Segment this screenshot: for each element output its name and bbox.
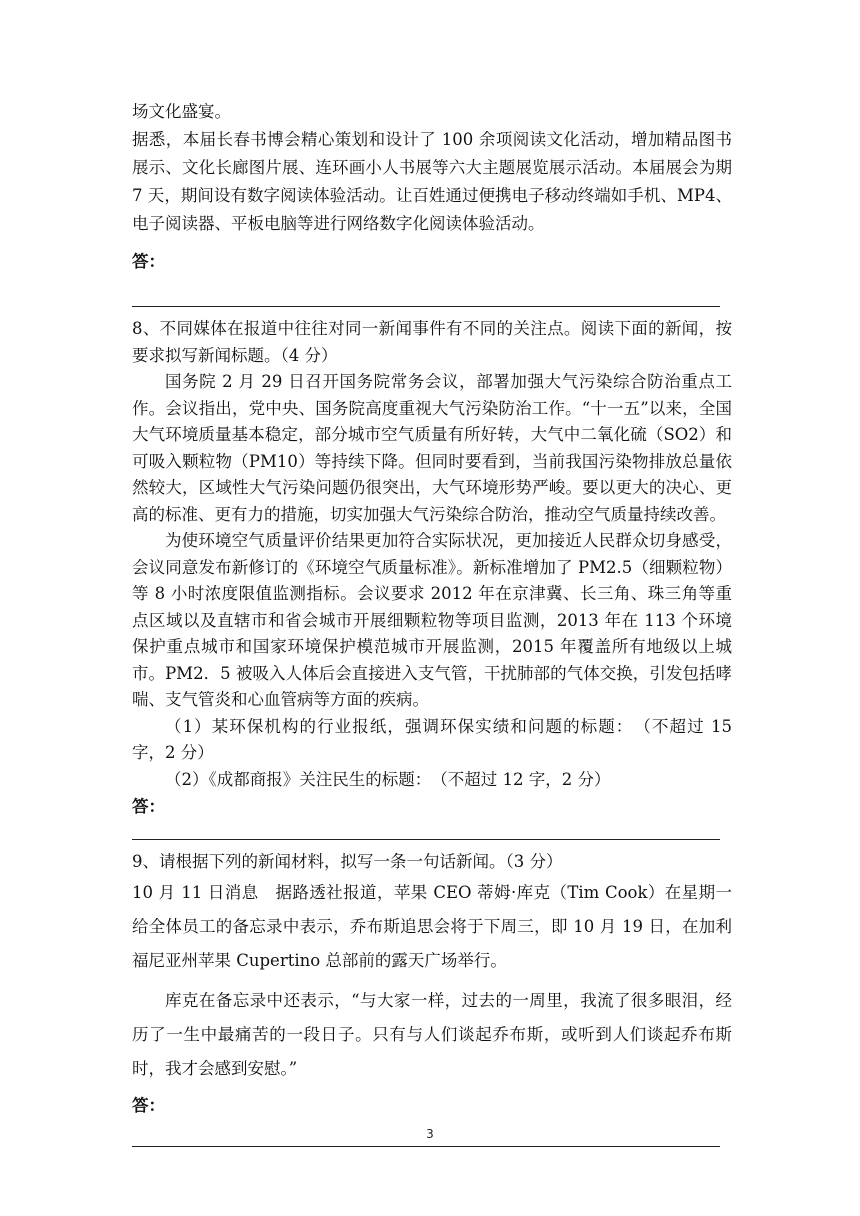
answer-label: 答： [132,1096,165,1115]
intro-line-end: 场文化盛宴。 [132,102,231,121]
question-9-paragraph-2: 库克在备忘录中还表示，“与大家一样，过去的一周里，我流了很多眼泪，经历了一生中最痛苦的一段日子。只有与人们谈起乔布斯，或听到人们谈起乔布斯时，我才会感到安慰。” [132,991,732,1078]
question-9-prompt: 9、请根据下列的新闻材料，拟写一条一句话新闻。（3 分） [132,852,563,871]
question-8-paragraph-1: 国务院 2 月 29 日召开国务院常务会议，部署加强大气污染综合防治重点工作。会议指出，党中央、国务院高度重视大气污染防治工作。“十一五”以来，全国大气环境质量基本稳定，部分城市空气质量有所好转，大气中二氧化硫（SO2）和可吸入颗粒物（PM10）等持续下降。但同时要看到，当前我国污染物排放总量依然较大，区域性大气污染问题仍很突出，大气环境形势严峻。要以更大的决心、更高的标准、更有力的措施，切实加强大气污染综合防治，推动空气质量持续改善。 [132,372,732,524]
question-9-paragraph-1: 10 月 11 日消息 据路透社报道，苹果 CEO 蒂姆·库克（Tim Cook）在星期一给全体员工的备忘录中表示，乔布斯追思会将于下周三，即 10 月 19 日，在加利福尼亚州苹果 Cupertino 总部前的露天广场举行。 [132,883,732,970]
intro-paragraph: 据悉，本届长春书博会精心策划和设计了 100 余项阅读文化活动，增加精品图书展示、文化长廊图片展、连环画小人书展等六大主题展览展示活动。本届展会为期 7 天，期间设有数字阅读体验活动。让百姓通过便携电子移动终端如手机、MP4、电子阅读器、平板电脑等进行网络数字化阅读体验活动。 [132,130,732,233]
page-number: 3 [426,1127,434,1141]
question-8-prompt: 8、不同媒体在报道中往往对同一新闻事件有不同的关注点。阅读下面的新闻，按要求拟写新闻标题。（4 分） [132,319,732,365]
answer-line [132,1146,720,1147]
question-8-subquestion-1: （1）某环保机构的行业报纸，强调环保实绩和问题的标题： （不超过 15 字，2 分） [132,716,732,762]
page-content [132,98,732,1147]
answer-label: 答： [132,252,165,271]
answer-label: 答： [132,797,165,816]
question-8-subquestion-2: （2）《成都商报》关注民生的标题： （不超过 12 字，2 分） [165,769,611,789]
question-8-paragraph-2: 为使环境空气质量评价结果更加符合实际状况，更加接近人民群众切身感受，会议同意发布新修订的《环境空气质量标准》。新标准增加了 PM2.5（细颗粒物）等 8 小时浓度限值监测指标。会议要求 2012 年在京津冀、长三角、珠三角等重点区域以及直辖市和省会城市开展细颗粒物等项目监测，2013 年在 113 个环境保护重点城市和国家环境保护模范城市开展监测，2015 年覆盖所有地级以上城市。PM2．5 被吸入人体后会直接进入支气管，干扰肺部的气体交换，引发包括哮喘、支气管炎和心血管病等方面的疾病。 [132,531,732,709]
